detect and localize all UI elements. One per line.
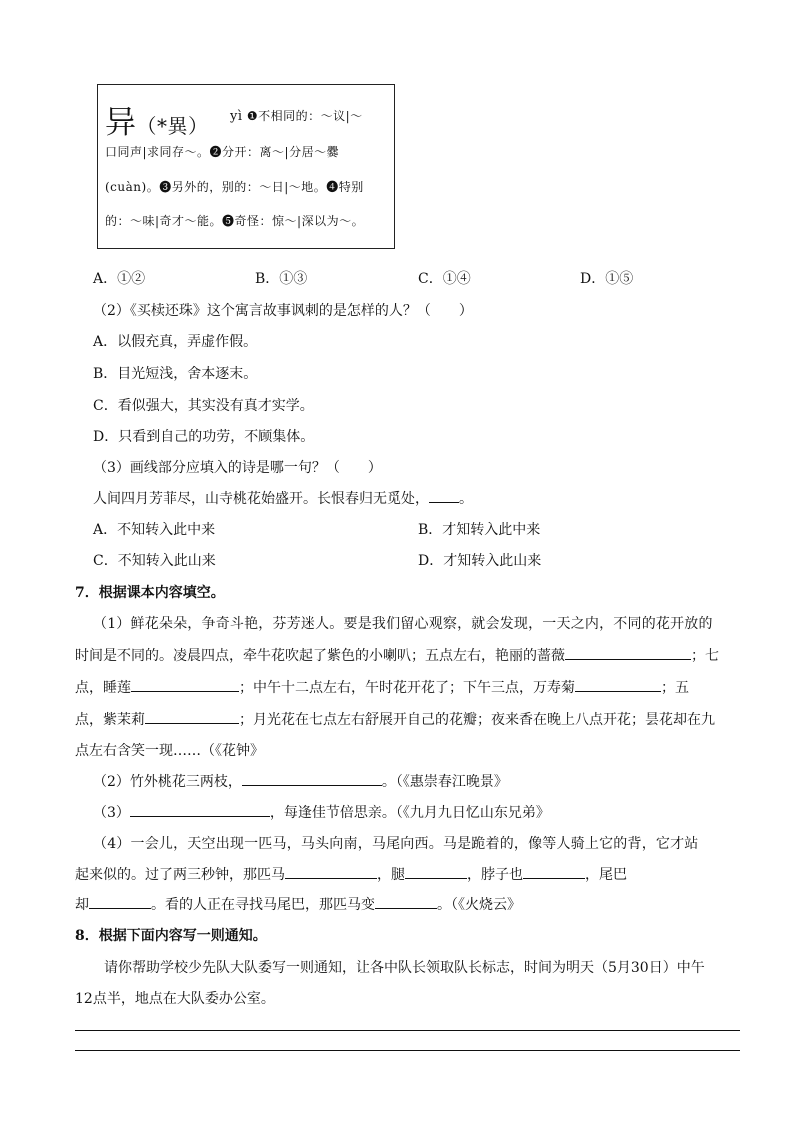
entry-line-4: 的：～味|奇才～能。❺奇怪：惊～|深以为～。	[105, 214, 365, 228]
q7-p1-line3-text: ；中午十二点左右，午时花开花了；下午三点，万寿菊	[239, 680, 575, 696]
q2-stem: （2）《买椟还珠》这个寓言故事讽刺的是怎样的人？（ ）	[93, 303, 473, 319]
q7-blank-waterlily[interactable]	[131, 677, 239, 692]
q7-p1-line3-start: 点，睡莲	[75, 680, 131, 696]
q7-p3	[93, 802, 550, 822]
entry-pinyin: yì	[230, 109, 243, 124]
q3-blank[interactable]	[429, 488, 459, 503]
q7-blank-poem3[interactable]	[130, 802, 270, 817]
q7-p2-source: 。（《惠崇春江晚景》	[381, 774, 508, 790]
q7-p1-line2-end: ；七	[691, 648, 719, 664]
q7-blank-four-oclock[interactable]	[145, 709, 239, 724]
q2-option-c: C．看似强大，其实没有真才实学。	[93, 398, 314, 414]
q7-blank-horse[interactable]	[285, 864, 377, 879]
q7-p4-line1: （4）一会儿，天空出现一匹马，马头向南，马尾向西。马是跪着的，像等人骑上它的背，它才站	[93, 836, 699, 852]
q7-p1-line5: 点左右含笑一现……（《花钟》	[75, 743, 264, 759]
entry-line-1: ❶不相同的：～议|～	[246, 109, 363, 123]
entry-character: 异	[105, 105, 137, 141]
q2-option-a: A．以假充真，弄虚作假。	[93, 334, 258, 350]
entry-trad-close: ）	[188, 114, 209, 138]
q2-option-d: D．只看到自己的功劳，不顾集体。	[93, 429, 315, 445]
q3-poem	[93, 488, 473, 508]
q1-option-c: C．①④	[418, 271, 471, 287]
q7-p4-tail-label: ，尾巴	[585, 867, 627, 883]
q3-option-c: C．不知转入此山来	[93, 553, 216, 569]
q3-stem: （3）画线部分应填入的诗是哪一句？（ ）	[93, 460, 382, 476]
q3-option-b: B．才知转入此中来	[418, 522, 541, 538]
q7-p1-line3	[75, 677, 689, 697]
dictionary-entry-box	[97, 84, 395, 249]
q7-blank-rose[interactable]	[565, 645, 691, 660]
q7-blank-change[interactable]	[375, 894, 437, 909]
answer-line-2[interactable]	[75, 1050, 740, 1051]
q7-p4-line3	[75, 894, 521, 914]
q7-p1-line2	[75, 645, 719, 665]
entry-line-2: 口同声|求同存～。❷分开：离～|分居～爨	[105, 145, 340, 159]
q7-p4-line2-text: 起来似的。过了两三秒钟，那匹马	[75, 867, 285, 883]
answer-line-1[interactable]	[75, 1030, 740, 1031]
q1-option-a: A．①②	[93, 271, 146, 287]
q1-option-b: B．①③	[255, 271, 308, 287]
q7-p4-source: 。（《火烧云》	[437, 897, 521, 913]
q7-blank-marigold[interactable]	[575, 677, 661, 692]
q8-title: 8．根据下面内容写一则通知。	[75, 928, 267, 944]
q7-title: 7．根据课本内容填空。	[75, 585, 225, 601]
q3-option-d: D．才知转入此山来	[418, 553, 542, 569]
q7-p4-line2	[75, 864, 627, 884]
q3-poem-end: 。	[459, 491, 473, 507]
q7-p4-neck-label: ，脖子也	[467, 867, 523, 883]
q7-p1-line4	[75, 709, 715, 729]
q7-p1-line2-text: 时间是不同的。凌晨四点，牵牛花吹起了紫色的小喇叭；五点左右，艳丽的蔷薇	[75, 648, 565, 664]
entry-traditional-form: *異	[157, 114, 188, 138]
entry-trad-open: （	[136, 114, 157, 138]
q7-p1-line3-end: ；五	[661, 680, 689, 696]
entry-line-3: (cuàn)。❸另外的，别的：～日|～地。❹特别	[105, 180, 364, 194]
q7-p3-label: （3）	[93, 805, 130, 821]
q8-line2: 12点半，地点在大队委办公室。	[75, 991, 275, 1007]
q7-p4-line3-text: 。看的人正在寻找马尾巴，那匹马变	[151, 897, 375, 913]
q3-option-a: A．不知转入此中来	[93, 522, 216, 538]
q7-p1-line4-start: 点，紫茉莉	[75, 712, 145, 728]
q7-p1-line4-text: ；月光花在七点左右舒展开自己的花瓣；夜来香在晚上八点开花；昙花却在九	[239, 712, 715, 728]
q7-blank-leg[interactable]	[405, 864, 467, 879]
q7-p4-line3-start: 却	[75, 897, 89, 913]
q7-p2-text: （2）竹外桃花三两枝，	[93, 774, 242, 790]
q2-option-b: B．目光短浅，舍本逐末。	[93, 366, 258, 382]
q7-p1-line1: （1）鲜花朵朵，争奇斗艳，芬芳迷人。要是我们留心观察，就会发现，一天之内，不同的花开放的	[93, 616, 713, 632]
q7-blank-neck[interactable]	[523, 864, 585, 879]
q7-p2	[93, 771, 508, 791]
q3-poem-text: 人间四月芳菲尽，山寺桃花始盛开。长恨春归无觅处，	[93, 491, 429, 507]
q7-p3-text: ，每逢佳节倍思亲。（《九月九日忆山东兄弟》	[269, 805, 550, 821]
q7-p4-leg-label: ，腿	[377, 867, 405, 883]
q7-blank-tail[interactable]	[89, 894, 151, 909]
q1-option-d: D．①⑤	[580, 271, 634, 287]
q8-line1: 请你帮助学校少先队大队委写一则通知，让各中队长领取队长标志，时间为明天（5月30日）中午	[104, 960, 705, 976]
q7-blank-poem2[interactable]	[242, 771, 382, 786]
